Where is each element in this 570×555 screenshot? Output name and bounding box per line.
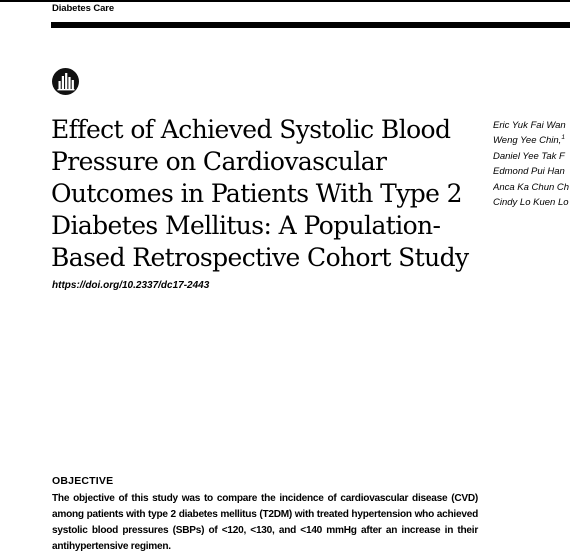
affiliation-marker: 1 — [561, 134, 565, 142]
author-name: Daniel Yee Tak F — [493, 150, 565, 162]
journal-name: Diabetes Care — [52, 3, 115, 14]
author-name: Weng Yee Chin,$^1$ — [493, 134, 565, 147]
objective-text: The objective of this study was to compare the incidence of cardiovascular disease (CVD) among patients with type 2 diabetes mellitus (T2DM) with treated hypertension who achieved systolic blood pressures (SBPs) of <120, <130, and <140 mmHg after an increase in their antihypertensive regimen. — [52, 493, 478, 552]
author-name: Anca Ka Chun Ch — [493, 181, 570, 193]
author-name: Edmond Pui Han — [493, 166, 565, 178]
author-list — [493, 118, 570, 210]
doi-link[interactable]: https://doi.org/10.2337/dc17-2443 — [52, 280, 210, 291]
journal-logo-icon — [52, 68, 79, 95]
article-title: Effect of Achieved Systolic Blood Pressure on Cardiovascular Outcomes in Patients With Type 2 Diabetes Mellitus: A Population-Based Retrospective Cohort Study — [51, 115, 469, 272]
objective-heading: OBJECTIVE — [52, 475, 114, 487]
author-name: Eric Yuk Fai Wan — [493, 120, 566, 131]
top-border-rule — [0, 0, 570, 2]
author-name: Cindy Lo Kuen Lo — [493, 197, 569, 209]
header-rule — [51, 22, 570, 28]
